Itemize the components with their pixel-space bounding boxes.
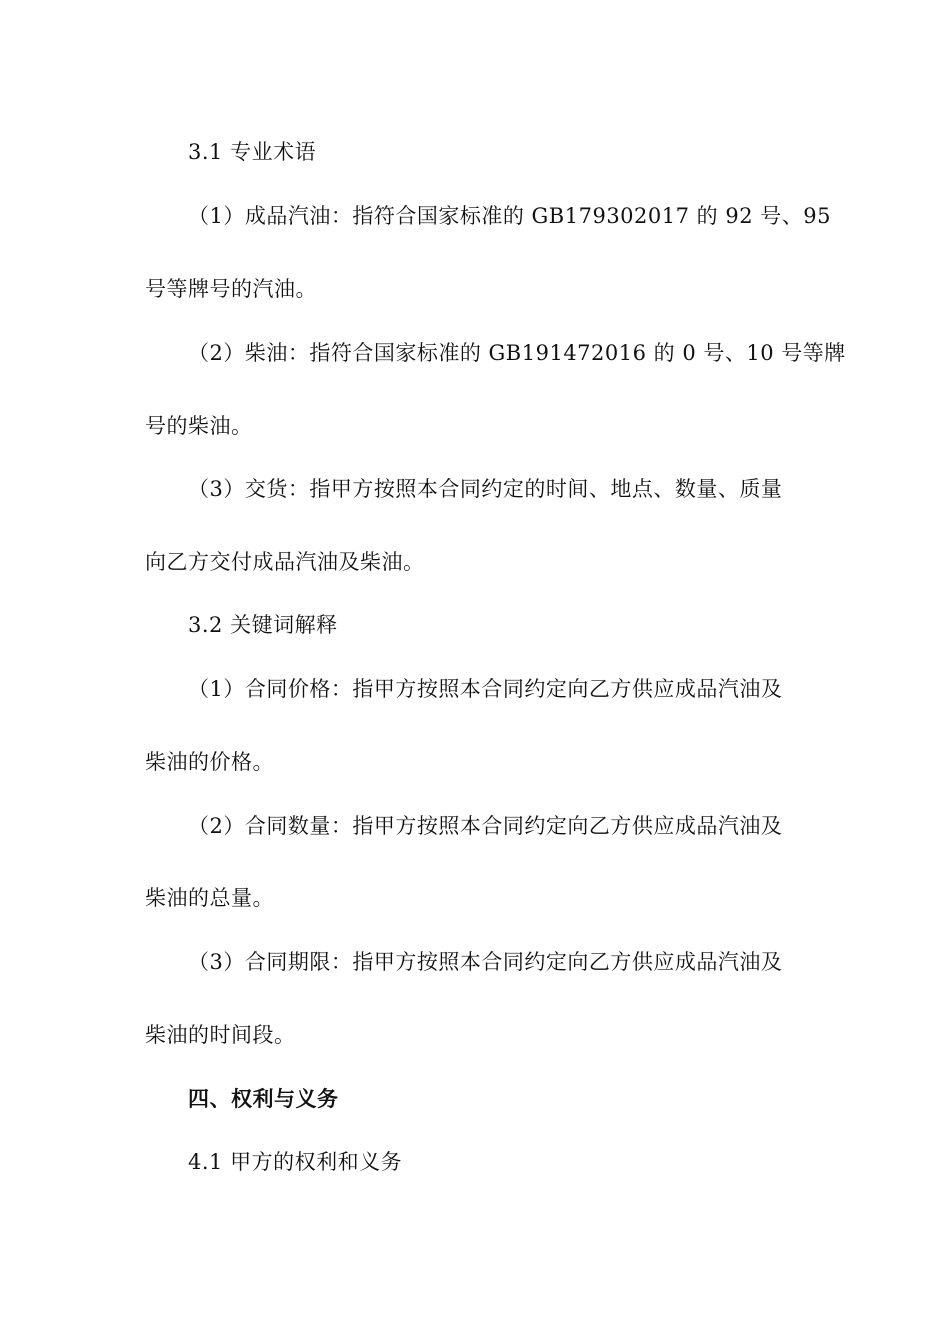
term-1-line-1: （1）成品汽油：指符合国家标准的 GB179302017 的 92 号、95 <box>188 204 831 228</box>
keyword-3-line-2: 柴油的时间段。 <box>145 1023 296 1047</box>
keyword-2-line-2: 柴油的总量。 <box>145 886 274 910</box>
keyword-2-line-1: （2）合同数量：指甲方按照本合同约定向乙方供应成品汽油及 <box>188 814 783 838</box>
term-2-line-2: 号的柴油。 <box>145 414 253 438</box>
section-heading-3-1: 3.1 专业术语 <box>188 140 317 164</box>
keyword-1-line-1: （1）合同价格：指甲方按照本合同约定向乙方供应成品汽油及 <box>188 677 783 701</box>
section-heading-4-1: 4.1 甲方的权利和义务 <box>188 1150 403 1174</box>
keyword-1-line-2: 柴油的价格。 <box>145 750 274 774</box>
chapter-heading-4: 四、权利与义务 <box>188 1086 339 1111</box>
term-1-line-2: 号等牌号的汽油。 <box>145 277 317 301</box>
keyword-3-line-1: （3）合同期限：指甲方按照本合同约定向乙方供应成品汽油及 <box>188 950 783 974</box>
term-3-line-2: 向乙方交付成品汽油及柴油。 <box>145 550 425 574</box>
section-heading-3-2: 3.2 关键词解释 <box>188 613 338 637</box>
term-2-line-1: （2）柴油：指符合国家标准的 GB191472016 的 0 号、10 号等牌 <box>188 341 846 365</box>
term-3-line-1: （3）交货：指甲方按照本合同约定的时间、地点、数量、质量 <box>188 477 783 501</box>
